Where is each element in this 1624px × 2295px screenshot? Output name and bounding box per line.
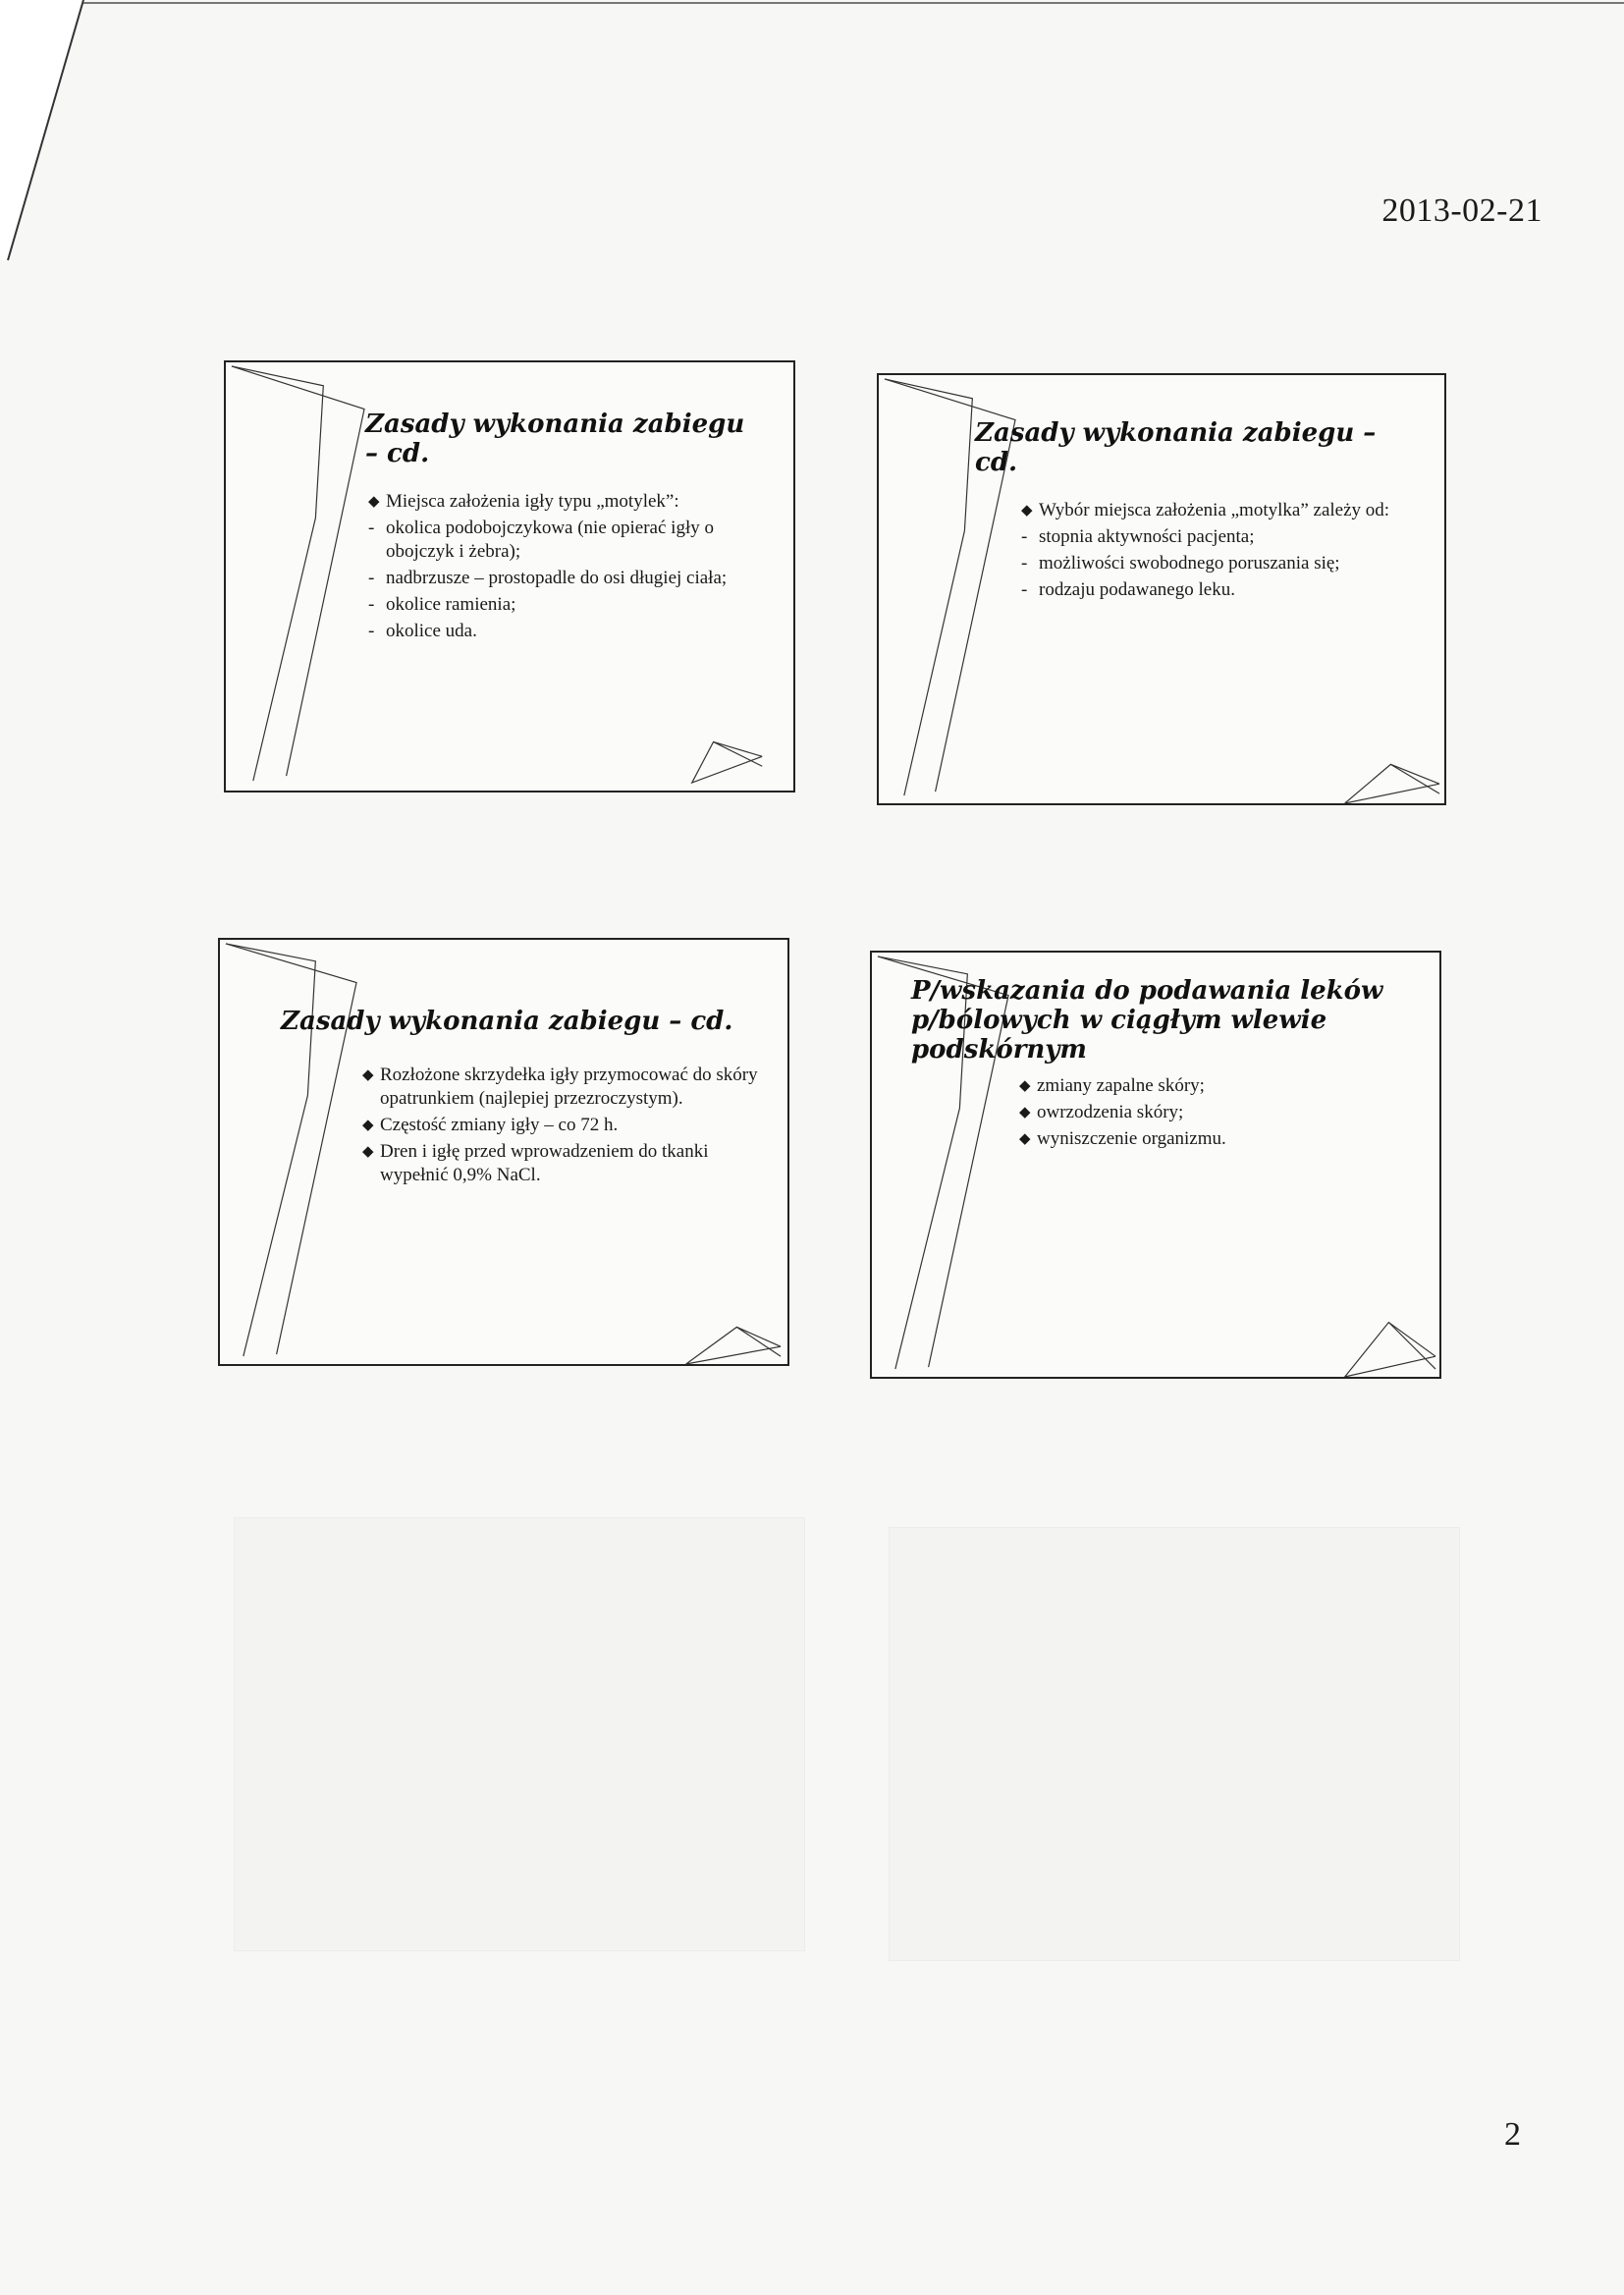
diamond-bullet-icon: ◆ — [368, 494, 380, 510]
list-item: ◆ Dren i igłę przed wprowadzeniem do tkanki wypełnić 0,9% NaCl. — [362, 1141, 709, 1185]
dash-bullet: - — [368, 568, 375, 588]
slide-title: Zasady wykonania zabiegu – cd. — [281, 1007, 733, 1036]
list-item: - okolica podobojczykowa (nie opierać igły o obojczyk i żebra); — [368, 518, 714, 562]
bleed-through-area — [234, 1517, 805, 1951]
list-item: ◆ wyniszczenie organizmu. — [1019, 1128, 1226, 1149]
list-item: - rodzaju podawanego leku. — [1021, 579, 1235, 600]
diamond-bullet-icon: ◆ — [1019, 1131, 1031, 1147]
list-item: ◆ Wybór miejsca założenia „motylka” zależy od: — [1021, 500, 1390, 520]
diamond-bullet-icon: ◆ — [362, 1067, 374, 1083]
diamond-bullet-icon: ◆ — [1021, 503, 1033, 519]
dash-bullet: - — [368, 518, 375, 538]
dash-bullet: - — [1021, 526, 1028, 547]
dash-bullet: - — [368, 621, 375, 641]
slide-2 — [877, 373, 1446, 805]
slide-3 — [218, 938, 789, 1366]
slide-4 — [870, 951, 1441, 1379]
slide-content — [1021, 499, 1434, 605]
slide-content — [362, 1064, 775, 1190]
slide-title: Zasady wykonania zabiegu – cd. — [365, 410, 745, 468]
list-item: - okolice ramienia; — [368, 594, 516, 615]
list-item: - stopnia aktywności pacjenta; — [1021, 526, 1255, 547]
dash-bullet: - — [1021, 553, 1028, 574]
slide-content — [1019, 1074, 1412, 1154]
slide-content — [368, 490, 781, 646]
page-date: 2013-02-21 — [1381, 192, 1543, 229]
diamond-bullet-icon: ◆ — [362, 1118, 374, 1133]
page-number: 2 — [1504, 2116, 1521, 2153]
diamond-bullet-icon: ◆ — [362, 1144, 374, 1160]
list-item: ◆ Częstość zmiany igły – co 72 h. — [362, 1115, 619, 1135]
list-item: - nadbrzusze – prostopadle do osi długiej ciała; — [368, 568, 728, 588]
list-item: - okolice uda. — [368, 621, 477, 641]
diamond-bullet-icon: ◆ — [1019, 1105, 1031, 1120]
list-item: ◆ owrzodzenia skóry; — [1019, 1102, 1184, 1122]
slide-1 — [224, 360, 795, 792]
diamond-bullet-icon: ◆ — [1019, 1078, 1031, 1094]
list-item: ◆ Miejsca założenia igły typu „motylek”: — [368, 491, 679, 512]
dash-bullet: - — [1021, 579, 1028, 600]
list-item: ◆ zmiany zapalne skóry; — [1019, 1075, 1205, 1096]
list-item: - możliwości swobodnego poruszania się; — [1021, 553, 1340, 574]
dash-bullet: - — [368, 594, 375, 615]
bleed-through-area — [889, 1527, 1460, 1961]
slide-title: Zasady wykonania zabiegu – cd. — [975, 418, 1377, 477]
list-item: ◆ Rozłożone skrzydełka igły przymocować do skóry opatrunkiem (najlepiej przezroczystym). — [362, 1065, 758, 1109]
slide-title: P/wskazania do podawania leków p/bólowych w ciągłym wlewie podskórnym — [911, 976, 1383, 1065]
